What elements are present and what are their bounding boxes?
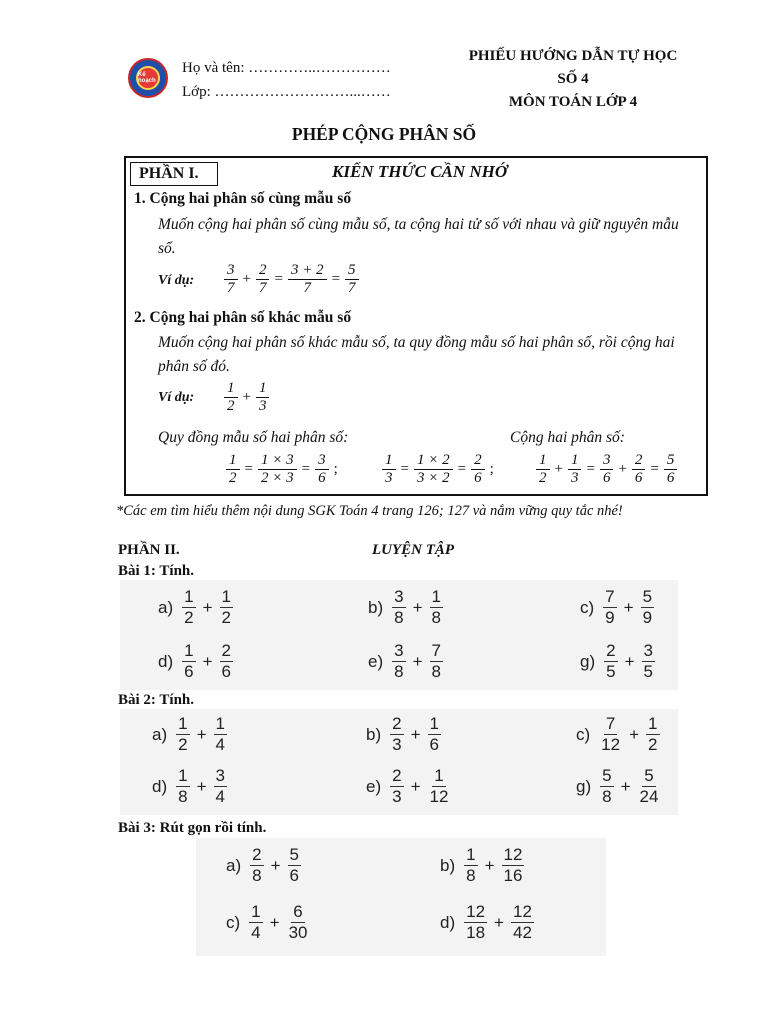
bai2-title: Bài 2: Tính. [118,692,195,708]
exercise-item: c) $\frac{7}{9}$ + $\frac{5}{9}$ [580,587,653,627]
exercise-label: g) [576,776,592,796]
school-logo [128,58,168,98]
exercise-item: a) $\frac{1}{2}$ + $\frac{1}{4}$ [152,714,225,754]
fraction: $\frac{2}{6}$ [221,641,231,681]
exercise-item: e) $\frac{3}{8}$ + $\frac{7}{8}$ [368,641,441,681]
fraction: $\frac{1 \times 2}{3 \times 2}$ [414,452,453,487]
fraction: $\frac{2}{6}$ [471,452,485,487]
exercise-label: d) [158,651,174,671]
fraction: $\frac{1 \times 3}{2 \times 3}$ [258,452,297,487]
fraction: $\frac{12}{42}$ [512,902,532,942]
fraction: $\frac{1}{2}$ [536,452,550,487]
fraction: $\frac{2}{8}$ [252,845,262,885]
exercise-item: d) $\frac{1}{8}$ + $\frac{3}{4}$ [152,766,225,806]
fraction: $\frac{7}{12}$ [601,714,621,754]
fraction: $\frac{2}{5}$ [606,641,616,681]
fraction: $\frac{2}{7}$ [256,262,270,297]
section2-text: Muốn cộng hai phân số khác mẫu số, ta quy đồng mẫu số hai phân số, rồi cộng hai phân số đó. [158,334,675,375]
exercise-item: g) $\frac{2}{5}$ + $\frac{3}{5}$ [580,641,653,681]
fraction: $\frac{7}{9}$ [605,587,615,627]
exercise-item: b) $\frac{1}{8}$ + $\frac{12}{16}$ [440,845,523,885]
fraction: $\frac{5}{9}$ [642,587,653,627]
fraction: $\frac{1}{3}$ [568,452,582,487]
exercise-item: a) $\frac{2}{8}$ + $\frac{5}{6}$ [226,845,299,885]
class-field: Lớp: ………………………...…… [182,84,391,100]
fraction: $\frac{3}{6}$ [315,452,329,487]
part2-tag: PHẦN II. [118,542,180,558]
fraction: $\frac{3}{6}$ [600,452,614,487]
exercise-item: c) $\frac{1}{4}$ + $\frac{6}{30}$ [226,902,308,942]
fraction: $\frac{6}{30}$ [288,902,308,942]
exercise-item: e) $\frac{2}{3}$ + $\frac{1}{12}$ [366,766,449,806]
part1-heading: KIẾN THỨC CẦN NHỚ [332,162,508,181]
doc-title-2: SỐ 4 [557,71,589,87]
fraction: $\frac{1}{2}$ [224,380,238,415]
fraction: $\frac{1}{2}$ [648,714,658,754]
fraction: $\frac{3}{7}$ [224,262,238,297]
fraction: $\frac{5}{24}$ [639,766,659,806]
exercise-label: a) [158,597,174,617]
exercise-label: a) [152,724,168,744]
exercise-label: g) [580,651,596,671]
fraction: $\frac{3}{8}$ [394,587,404,627]
fraction: $\frac{5}{8}$ [602,766,612,806]
exercise-item: d) $\frac{12}{18}$ + $\frac{12}{42}$ [440,902,532,942]
conversion-1: $\frac{1}{2}$ = $\frac{1 \times 3}{2 \times 3}$ = $\frac{3}{6}$ ; [224,452,341,487]
exercise-item: g) $\frac{5}{8}$ + $\frac{5}{24}$ [576,766,659,806]
fraction: $\frac{1}{6}$ [429,714,439,754]
fraction: $\frac{1}{8}$ [466,845,476,885]
section2-title: 2. Cộng hai phân số khác mẫu số [134,309,352,326]
doc-title-1: PHIẾU HƯỚNG DẪN TỰ HỌC [468,48,678,64]
exercise-label: d) [440,912,456,932]
exercise-label: b) [366,724,382,744]
fraction: $\frac{1}{3}$ [382,452,396,487]
bai1-title: Bài 1: Tính. [118,563,195,579]
name-field: Họ và tên: …………..…………… [182,60,391,76]
fraction: $\frac{1}{4}$ [251,902,261,942]
exercise-label: e) [368,651,384,671]
cong-label: Cộng hai phân số: [510,429,625,446]
sum-result: $\frac{1}{2}$ + $\frac{1}{3}$ = $\frac{3}{6}$ + $\frac{2}{6}$ = $\frac{5}{6}$ [534,452,679,487]
fraction: $\frac{1}{2}$ [178,714,188,754]
fraction: $\frac{3}{4}$ [215,766,225,806]
part1-tag: PHẦN I. [130,162,218,186]
fraction: $\frac{1}{2}$ [226,452,240,487]
fraction: $\frac{1}{4}$ [215,714,225,754]
fraction: $\frac{1}{2}$ [184,587,194,627]
fraction: $\frac{12}{18}$ [466,902,486,942]
fraction: $\frac{3}{5}$ [643,641,653,681]
exercise-item: d) $\frac{1}{6}$ + $\frac{2}{6}$ [158,641,231,681]
example1-label: Ví dụ: [158,273,195,288]
section1-text: Muốn cộng hai phân số cùng mẫu số, ta cộng hai tử số với nhau và giữ nguyên mẫu số. [158,216,679,257]
quy-dong-label: Quy đồng mẫu số hai phân số: [158,429,349,446]
exercise-label: e) [366,776,382,796]
exercise-label: c) [576,724,591,744]
exercise-label: b) [368,597,384,617]
exercise-item: a) $\frac{1}{2}$ + $\frac{1}{2}$ [158,587,231,627]
exercise-item: c) $\frac{7}{12}$ + $\frac{1}{2}$ [576,714,658,754]
exercise-item: b) $\frac{2}{3}$ + $\frac{1}{6}$ [366,714,439,754]
exercise-label: a) [226,855,242,875]
fraction: $\frac{2}{3}$ [392,766,402,806]
bai3-title: Bài 3: Rút gọn rồi tính. [118,820,267,836]
fraction: $\frac{1}{12}$ [429,766,449,806]
page-title: PHÉP CỘNG PHÂN SỐ [291,124,477,144]
exercise-item: b) $\frac{3}{8}$ + $\frac{1}{8}$ [368,587,441,627]
fraction: $\frac{1}{8}$ [178,766,188,806]
exercise-label: b) [440,855,456,875]
example2-label: Ví dụ: [158,390,195,405]
fraction: $\frac{2}{6}$ [632,452,646,487]
example1-expression: $\frac{3}{7}$ + $\frac{2}{7}$ = $\frac{3 + 2}{7}$ = $\frac{5}{7}$ [222,262,361,297]
textbook-note: *Các em tìm hiểu thêm nội dung SGK Toán 4 trang 126; 127 và nắm vững quy tắc nhé! [116,503,623,519]
exercise-label: c) [226,912,241,932]
example2-expression: $\frac{1}{2}$ + $\frac{1}{3}$ [222,380,271,415]
section1-title: 1. Cộng hai phân số cùng mẫu số [134,190,352,207]
logo-text: Kế hoạch [138,72,156,84]
fraction: $\frac{1}{2}$ [221,587,231,627]
exercise-label: c) [580,597,595,617]
doc-title-3: MÔN TOÁN LỚP 4 [508,94,638,110]
fraction: $\frac{5}{6}$ [289,845,299,885]
fraction: $\frac{5}{7}$ [345,262,359,297]
logo-emblem [136,66,160,90]
fraction: $\frac{12}{16}$ [503,845,523,885]
fraction: $\frac{5}{6}$ [664,452,678,487]
fraction: $\frac{7}{8}$ [431,641,441,681]
fraction: $\frac{2}{3}$ [392,714,402,754]
fraction: $\frac{3}{8}$ [394,641,404,681]
fraction: $\frac{1}{3}$ [256,380,270,415]
part2-heading: LUYỆN TẬP [372,542,455,558]
conversion-2: $\frac{1}{3}$ = $\frac{1 \times 2}{3 \times 2}$ = $\frac{2}{6}$ ; [380,452,497,487]
fraction: $\frac{1}{8}$ [431,587,441,627]
exercise-label: d) [152,776,168,796]
fraction: $\frac{3 + 2}{7}$ [288,262,327,297]
fraction: $\frac{1}{6}$ [184,641,194,681]
